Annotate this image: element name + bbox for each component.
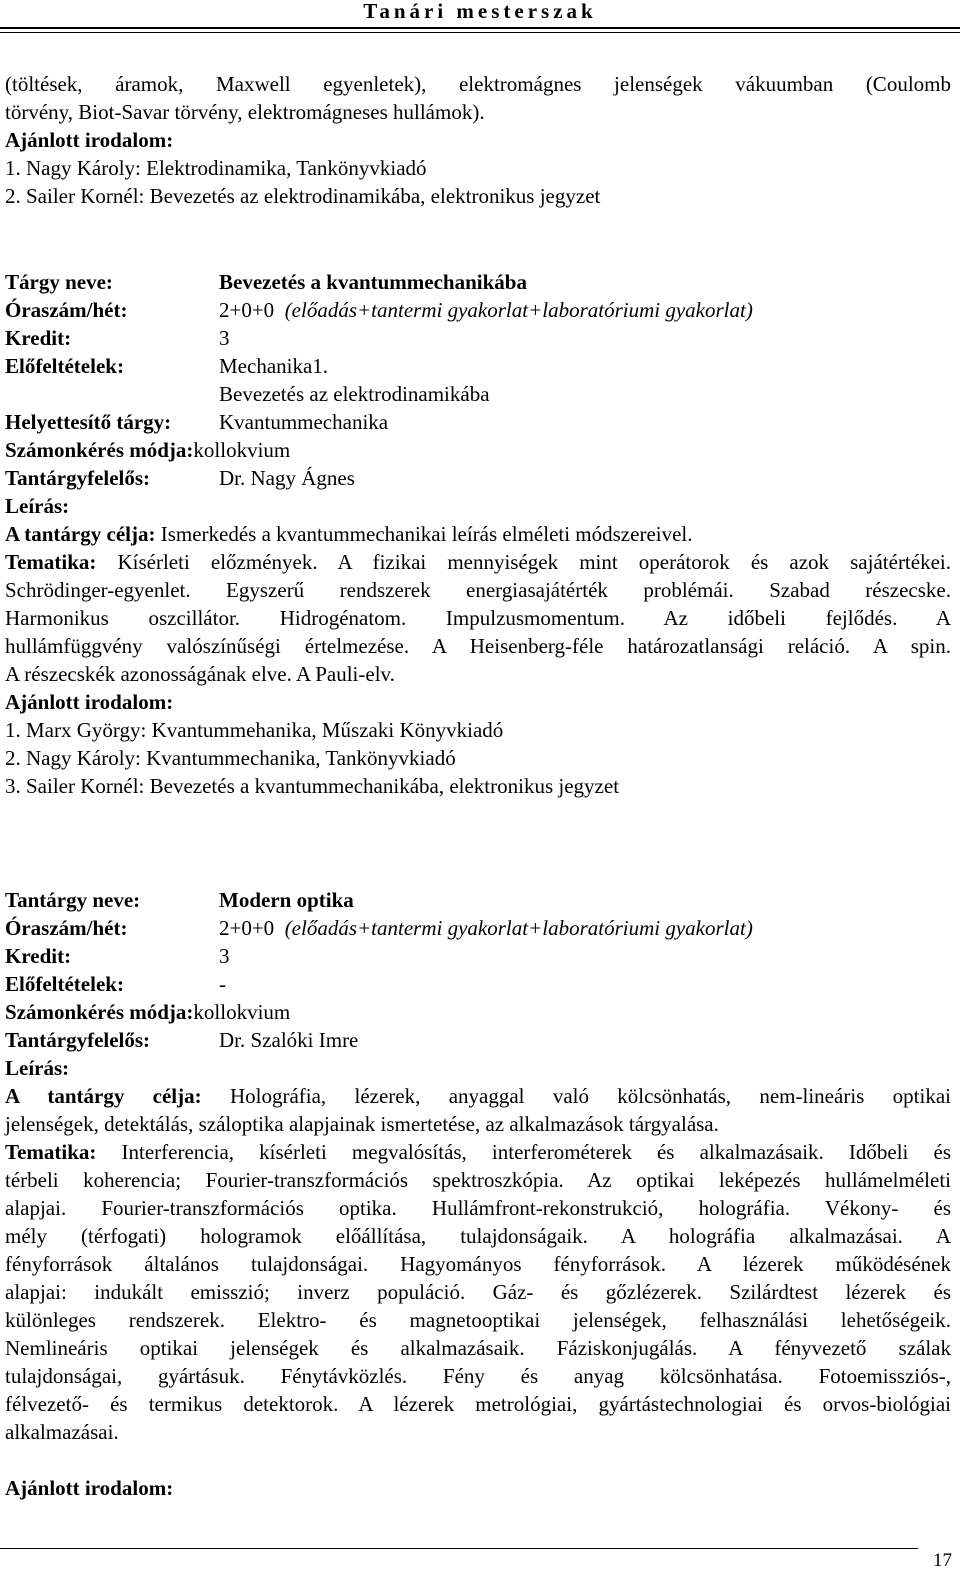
responsible-label: Tantárgyfelelős:: [5, 466, 151, 490]
hours-note: (előadás+tantermi gyakorlat+laboratóriumi gyakorlat): [284, 916, 753, 940]
prereq-row-2: [5, 380, 951, 408]
literature-heading: Ajánlott irodalom:: [5, 1476, 174, 1500]
course-optics: [5, 886, 951, 1502]
literature-heading: Ajánlott irodalom:: [5, 690, 174, 714]
literature-item: 1. Marx György: Kvantummehanika, Műszaki Könyvkiadó: [5, 718, 504, 742]
literature-heading: Ajánlott irodalom:: [5, 128, 174, 152]
responsible-row: [5, 1026, 951, 1054]
aim-line: jelenségek, detektálás, száloptika alapjainak ismertetése, az alkalmazások tárgyalása.: [5, 1112, 719, 1136]
credit-row: [5, 942, 951, 970]
aim-label: A tantárgy célja:: [5, 1084, 202, 1108]
aim-label: A tantárgy célja:: [5, 522, 156, 546]
topics-line: Nemlineáris optikai jelenségek és alkalmazásaik. Fáziskonjugálás. A fényvezető szálak: [5, 1336, 951, 1360]
exam-value: kollokvium: [193, 1000, 291, 1024]
prereq-value: Bevezetés az elektrodinamikába: [219, 382, 490, 406]
page-number: 17: [933, 1550, 952, 1571]
subject-name-label: Tantárgy neve:: [5, 888, 141, 912]
hours-note: (előadás+tantermi gyakorlat+laboratóriumi gyakorlat): [284, 298, 753, 322]
header-rule-thin: [0, 32, 960, 33]
subject-name: Bevezetés a kvantummechanikába: [219, 270, 527, 294]
prereq-value: -: [219, 972, 226, 996]
responsible-value: Dr. Nagy Ágnes: [219, 466, 355, 490]
course-quantum: [5, 268, 951, 800]
prereq-label: Előfeltételek:: [5, 354, 124, 378]
literature-item: 3. Sailer Kornél: Bevezetés a kvantummechanikába, elektronikus jegyzet: [5, 774, 620, 798]
subject-name-row: [5, 886, 951, 914]
topics-line: alapjai. Fourier-transzformációs optika. Hullámfront-rekonstrukció, holográfia. Vékony- és: [5, 1196, 951, 1220]
topics-line: mély (térfogati) hologramok előállítása, tulajdonságaik. A holográfia alkalmazásai. A: [5, 1224, 951, 1248]
exam-value: kollokvium: [193, 438, 291, 462]
literature-item: 2. Sailer Kornél: Bevezetés az elektrodinamikába, elektronikus jegyzet: [5, 184, 601, 208]
text-line: (töltések, áramok, Maxwell egyenletek), elektromágnes jelenségek vákuumban (Coulomb: [5, 72, 951, 96]
prereq-row: [5, 352, 951, 380]
subject-name-row: [5, 268, 951, 296]
topics-line: hullámfüggvény valószínűségi értelmezése. A Heisenberg-féle határozatlansági reláció. A spin.: [5, 634, 951, 658]
credit-value: 3: [219, 326, 230, 350]
hours-row: [5, 914, 951, 942]
prereq-label: Előfeltételek:: [5, 972, 124, 996]
hours-numbers: 2+0+0: [219, 298, 275, 322]
topics-line: félvezető- és termikus detektorok. A lézerek metrológiai, gyártástechnologiai és orvos-biológiai: [5, 1392, 951, 1416]
topics-line: A részecskék azonosságának elve. A Pauli-elv.: [5, 662, 395, 686]
prereq-value: Mechanika1.: [219, 354, 329, 378]
aim-line: [5, 1082, 951, 1110]
credit-value: 3: [219, 944, 230, 968]
substitute-value: Kvantummechanika: [219, 410, 389, 434]
topics-label: Tematika:: [5, 1140, 97, 1164]
topics-line: Schrödinger-egyenlet. Egyszerű rendszerek energiasajátérték problémái. Szabad részecske.: [5, 578, 951, 602]
subject-name: Modern optika: [219, 888, 354, 912]
hours-label: Óraszám/hét:: [5, 298, 128, 322]
hours-label: Óraszám/hét:: [5, 916, 128, 940]
exam-row: [5, 436, 951, 464]
topics-line: alapjai: indukált emisszió; inverz populáció. Gáz- és gőzlézerek. Szilárdtest lézerek és: [5, 1280, 951, 1304]
subject-name-label: Tárgy neve:: [5, 270, 113, 294]
substitute-row: [5, 408, 951, 436]
hours-numbers: 2+0+0: [219, 916, 275, 940]
spacer: [5, 1446, 951, 1474]
text-line: törvény, Biot-Savar törvény, elektromágneses hullámok).: [5, 100, 485, 124]
topics-line: tulajdonságai, gyártásuk. Fénytávközlés. Fény és anyag kölcsönhatása. Fotoemissziós-,: [5, 1364, 951, 1388]
literature-item: 1. Nagy Károly: Elektrodinamika, Tankönyvkiadó: [5, 156, 427, 180]
topics-line: [5, 1138, 951, 1166]
topics-text: Interferencia, kísérleti megvalósítás, interferométerek és alkalmazásaik. Időbeli és: [96, 1140, 951, 1164]
substitute-label: Helyettesítő tárgy:: [5, 410, 172, 434]
literature-item: 2. Nagy Károly: Kvantummechanika, Tankönyvkiadó: [5, 746, 456, 770]
aim-text: Holográfia, lézerek, anyaggal való kölcsönhatás, nem-lineáris optikai: [201, 1084, 951, 1108]
page-header: Tanári mesterszak: [363, 0, 597, 23]
description-label: Leírás:: [5, 1056, 70, 1080]
footer-rule: [0, 1548, 918, 1549]
topics-label: Tematika:: [5, 550, 97, 574]
topics-line: Harmonikus oszcillátor. Hidrogénatom. Impulzusmomentum. Az időbeli fejlődés. A: [5, 606, 951, 630]
top-section: [5, 70, 951, 210]
aim-text: Ismerkedés a kvantummechanikai leírás elméleti módszereivel.: [155, 522, 693, 546]
hours-row: [5, 296, 951, 324]
exam-row: [5, 998, 951, 1026]
prereq-row: [5, 970, 951, 998]
responsible-value: Dr. Szalóki Imre: [219, 1028, 359, 1052]
header-rule: [0, 27, 960, 29]
responsible-label: Tantárgyfelelős:: [5, 1028, 151, 1052]
hours-value: [219, 296, 753, 324]
topics-line: térbeli koherencia; Fourier-transzformációs spektroszkópia. Az optikai leképezés hullámelméleti: [5, 1168, 951, 1192]
hours-value: [219, 914, 753, 942]
topics-line: [5, 548, 951, 576]
credit-row: [5, 324, 951, 352]
exam-label: Számonkérés módja:: [5, 1000, 194, 1024]
topics-line: különleges rendszerek. Elektro- és magnetooptikai jelenségek, felhasználási lehetőségeik.: [5, 1308, 951, 1332]
topics-line: alkalmazásai.: [5, 1420, 119, 1444]
aim-row: [5, 520, 951, 548]
credit-label: Kredit:: [5, 326, 72, 350]
description-label: Leírás:: [5, 494, 70, 518]
topics-line: fényforrások általános tulajdonságai. Hagyományos fényforrások. A lézerek működésének: [5, 1252, 951, 1276]
credit-label: Kredit:: [5, 944, 72, 968]
responsible-row: [5, 464, 951, 492]
topics-text: Kísérleti előzmények. A fizikai mennyiségek mint operátorok és azok sajátértékei.: [96, 550, 951, 574]
exam-label: Számonkérés módja:: [5, 438, 194, 462]
